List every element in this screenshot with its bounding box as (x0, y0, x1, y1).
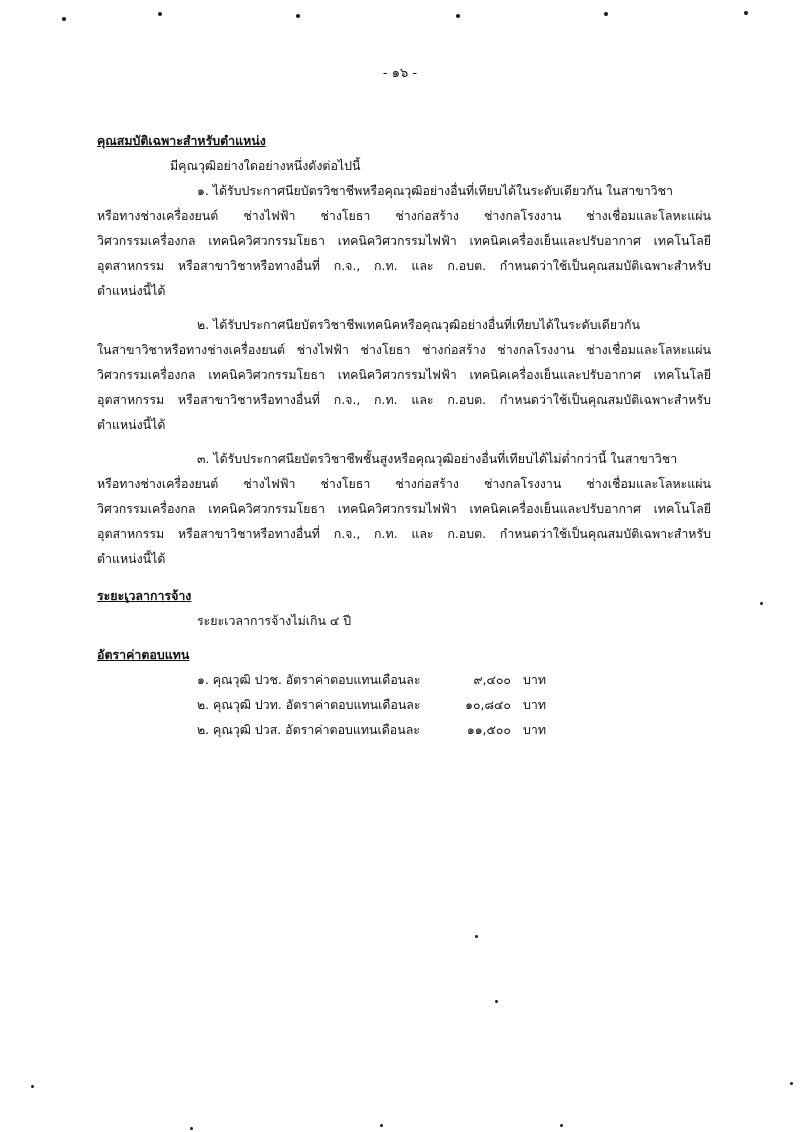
paragraph-line: หรือทางช่างเครื่องยนต์ ช่างไฟฟ้า ช่างโยธา ช่างก่อสร้าง ช่างกลโรงงาน ช่างเชื่อมและโลหะแผ่น (97, 208, 711, 223)
scan-speck (158, 12, 162, 16)
scan-speck (31, 1085, 34, 1088)
paragraph-line: ๓. ได้รับประกาศนียบัตรวิชาชีพชั้นสูงหรือคุณวุฒิอย่างอื่นที่เทียบได้ไม่ต่ำกว่านี้ ในสาขาวิชา (197, 451, 678, 466)
paragraph-line: ๑. ได้รับประกาศนียบัตรวิชาชีพหรือคุณวุฒิอย่างอื่นที่เทียบได้ในระดับเดียวกัน ในสาขาวิชา (197, 183, 673, 198)
scan-speck (560, 1124, 563, 1127)
compensation-row (97, 717, 711, 742)
employment-period-heading: ระยะเวลาการจ้าง (97, 588, 192, 603)
paragraph-line: หรือทางช่างเครื่องยนต์ ช่างไฟฟ้า ช่างโยธา ช่างก่อสร้าง ช่างกลโรงงาน ช่างเชื่อมและโลหะแผ่น (97, 476, 711, 491)
qualification-item-1 (97, 178, 711, 303)
compensation-row (97, 667, 711, 692)
paragraph-line: อุตสาหกรรม หรือสาขาวิชาหรือทางอื่นที่ ก.จ., ก.ท. และ ก.อบต. กำหนดว่าใช้เป็นคุณสมบัติเฉพาะสำหรับ (97, 392, 711, 407)
compensation-row (97, 692, 711, 717)
compensation-list (97, 667, 711, 742)
employment-period-text: ระยะเวลาการจ้างไม่เกิน ๔ ปี (197, 613, 352, 628)
scan-speck (190, 1127, 193, 1130)
compensation-label: ๑. คุณวุฒิ ปวช. อัตราค่าตอบแทนเดือนละ (197, 672, 421, 687)
scan-speck (760, 602, 763, 605)
paragraph-line: ตำแหน่งนี้ได้ (97, 417, 166, 432)
document-body (97, 128, 711, 742)
compensation-amount: ๙,๔๐๐ (473, 672, 511, 687)
scan-speck (744, 11, 748, 15)
scan-speck (456, 14, 460, 18)
scan-speck (604, 12, 608, 16)
scan-speck (495, 1000, 498, 1003)
qualification-item-3 (97, 446, 711, 571)
qualification-item-2 (97, 312, 711, 437)
paragraph-line: วิศวกรรมเครื่องกล เทคนิควิศวกรรมโยธา เทคนิควิศวกรรมไฟฟ้า เทคนิคเครื่องเย็นและปรับอากาศ เทคโนโลยี (97, 367, 711, 382)
compensation-unit: บาท (523, 672, 546, 687)
paragraph-line: ๒. ได้รับประกาศนียบัตรวิชาชีพเทคนิคหรือคุณวุฒิอย่างอื่นที่เทียบได้ในระดับเดียวกัน (197, 317, 641, 332)
scan-speck (62, 17, 66, 21)
compensation-amount: ๑๐,๘๔๐ (465, 697, 511, 712)
page-number: - ๑๖ - (382, 66, 418, 81)
qualifications-heading: คุณสมบัติเฉพาะสำหรับตำแหน่ง (97, 133, 266, 148)
qualifications-intro: มีคุณวุฒิอย่างใดอย่างหนึ่งดังต่อไปนี้ (170, 158, 361, 173)
paragraph-line: อุตสาหกรรม หรือสาขาวิชาหรือทางอื่นที่ ก.จ., ก.ท. และ ก.อบต. กำหนดว่าใช้เป็นคุณสมบัติเฉพาะสำหรับ (97, 258, 711, 273)
paragraph-line: อุตสาหกรรม หรือสาขาวิชาหรือทางอื่นที่ ก.จ., ก.ท. และ ก.อบต. กำหนดว่าใช้เป็นคุณสมบัติเฉพาะสำหรับ (97, 526, 711, 541)
compensation-label: ๒. คุณวุฒิ ปวส. อัตราค่าตอบแทนเดือนละ (197, 722, 420, 737)
paragraph-line: ในสาขาวิชาหรือทางช่างเครื่องยนต์ ช่างไฟฟ้า ช่างโยธา ช่างก่อสร้าง ช่างกลโรงงาน ช่างเชื่อมและโลหะแผ่น (97, 342, 711, 357)
compensation-label: ๒. คุณวุฒิ ปวท. อัตราค่าตอบแทนเดือนละ (197, 697, 421, 712)
compensation-heading: อัตราค่าตอบแทน (97, 647, 190, 662)
paragraph-line: วิศวกรรมเครื่องกล เทคนิควิศวกรรมโยธา เทคนิควิศวกรรมไฟฟ้า เทคนิคเครื่องเย็นและปรับอากาศ เทคโนโลยี (97, 233, 711, 248)
compensation-amount: ๑๑,๕๐๐ (466, 722, 511, 737)
paragraph-line: วิศวกรรมเครื่องกล เทคนิควิศวกรรมโยธา เทคนิควิศวกรรมไฟฟ้า เทคนิคเครื่องเย็นและปรับอากาศ เทคโนโลยี (97, 501, 711, 516)
scan-speck (380, 1124, 383, 1127)
compensation-unit: บาท (523, 697, 546, 712)
scan-speck (296, 14, 300, 18)
scan-speck (475, 935, 478, 938)
compensation-unit: บาท (523, 722, 546, 737)
paragraph-line: ตำแหน่งนี้ได้ (97, 283, 166, 298)
scan-speck (790, 1082, 793, 1085)
paragraph-line: ตำแหน่งนี้ได้ (97, 551, 166, 566)
